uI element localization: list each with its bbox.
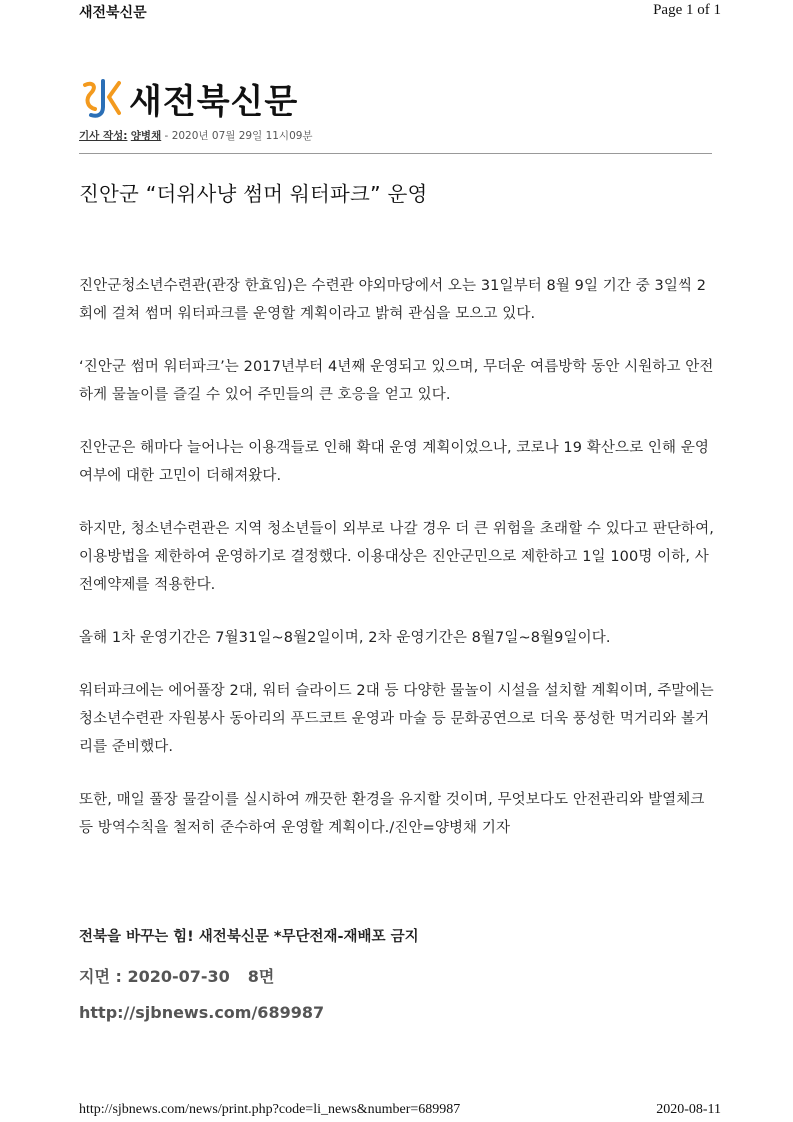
article-paragraph: 또한, 매일 풀장 물갈이를 실시하여 깨끗한 환경을 유지할 것이며, 무엇보다도 안전관리와 발열체크 등 방역수칙을 철저히 준수하여 운영할 계획이다./진안=양병채 기자 — [79, 792, 705, 836]
article-url-link[interactable]: http://sjbnews.com/689987 — [79, 1003, 325, 1022]
byline — [79, 128, 313, 143]
print-page-reference — [79, 964, 419, 987]
page-ref-page: 8면 — [247, 967, 275, 986]
masthead-title: 새전북신문 — [129, 82, 299, 122]
byline-date-prefix: - — [161, 130, 172, 142]
byline-author[interactable]: 양병채 — [130, 130, 162, 142]
article-paragraph: 진안군은 해마다 늘어나는 이용객들로 인해 확대 운영 계획이었으나, 코로나 19 확산으로 인해 운영여부에 대한 고민이 더해져왔다. — [79, 440, 710, 484]
header-divider — [79, 153, 712, 154]
copyright-slogan: 전북을 바꾸는 힘! 새전북신문 *무단전재-재배포 금지 — [79, 929, 419, 945]
print-footer-date: 2020-08-11 — [656, 1102, 721, 1117]
article-body — [79, 272, 719, 867]
article-paragraph: 올해 1차 운영기간은 7월31일~8월2일이며, 2차 운영기간은 8월7일~8월9일이다. — [79, 630, 611, 646]
print-header-page-indicator: Page 1 of 1 — [653, 2, 721, 18]
article-headline: 진안군 “더위사냥 썸머 워터파크” 운영 — [79, 182, 428, 206]
article-paragraph: 하지만, 청소년수련관은 지역 청소년들이 외부로 나갈 경우 더 큰 위험을 초래할 수 있다고 판단하여, 이용방법을 제한하여 운영하기로 결정했다. 이용대상은 진안군민으로 제한하고 1일 100명 이하, 사전예약제를 적용한다. — [79, 521, 714, 593]
page-ref-date: 지면 : 2020-07-30 — [79, 967, 230, 986]
masthead-logo[interactable] — [79, 74, 298, 123]
article-paragraph: ‘진안군 썸머 워터파크’는 2017년부터 4년째 운영되고 있으며, 무더운 여름방학 동안 시원하고 안전하게 물놀이를 즐길 수 있어 주민들의 큰 호응을 얻고 있다. — [79, 359, 714, 403]
article-paragraph: 진안군청소년수련관(관장 한효임)은 수련관 야외마당에서 오는 31일부터 8월 9일 기간 중 3일씩 2회에 걸쳐 썸머 워터파크를 운영할 계획이라고 밝혀 관심을 모으고 있다. — [79, 278, 707, 322]
byline-date: 2020년 07월 29일 11시09분 — [171, 130, 313, 142]
article-paragraph: 워터파크에는 에어풀장 2대, 워터 슬라이드 2대 등 다양한 물놀이 시설을 설치할 계획이며, 주말에는 청소년수련관 자원봉사 동아리의 푸드코트 운영과 마술 등 문화공연으로 더욱 풍성한 먹거리와 볼거리를 준비했다. — [79, 683, 714, 755]
article-footer — [79, 925, 419, 1022]
print-header-site-name: 새전북신문 — [79, 5, 147, 21]
print-footer-url: http://sjbnews.com/news/print.php?code=li_news&number=689987 — [79, 1102, 461, 1117]
newspaper-logo-icon — [79, 77, 121, 121]
byline-label: 기사 작성: — [79, 130, 128, 142]
